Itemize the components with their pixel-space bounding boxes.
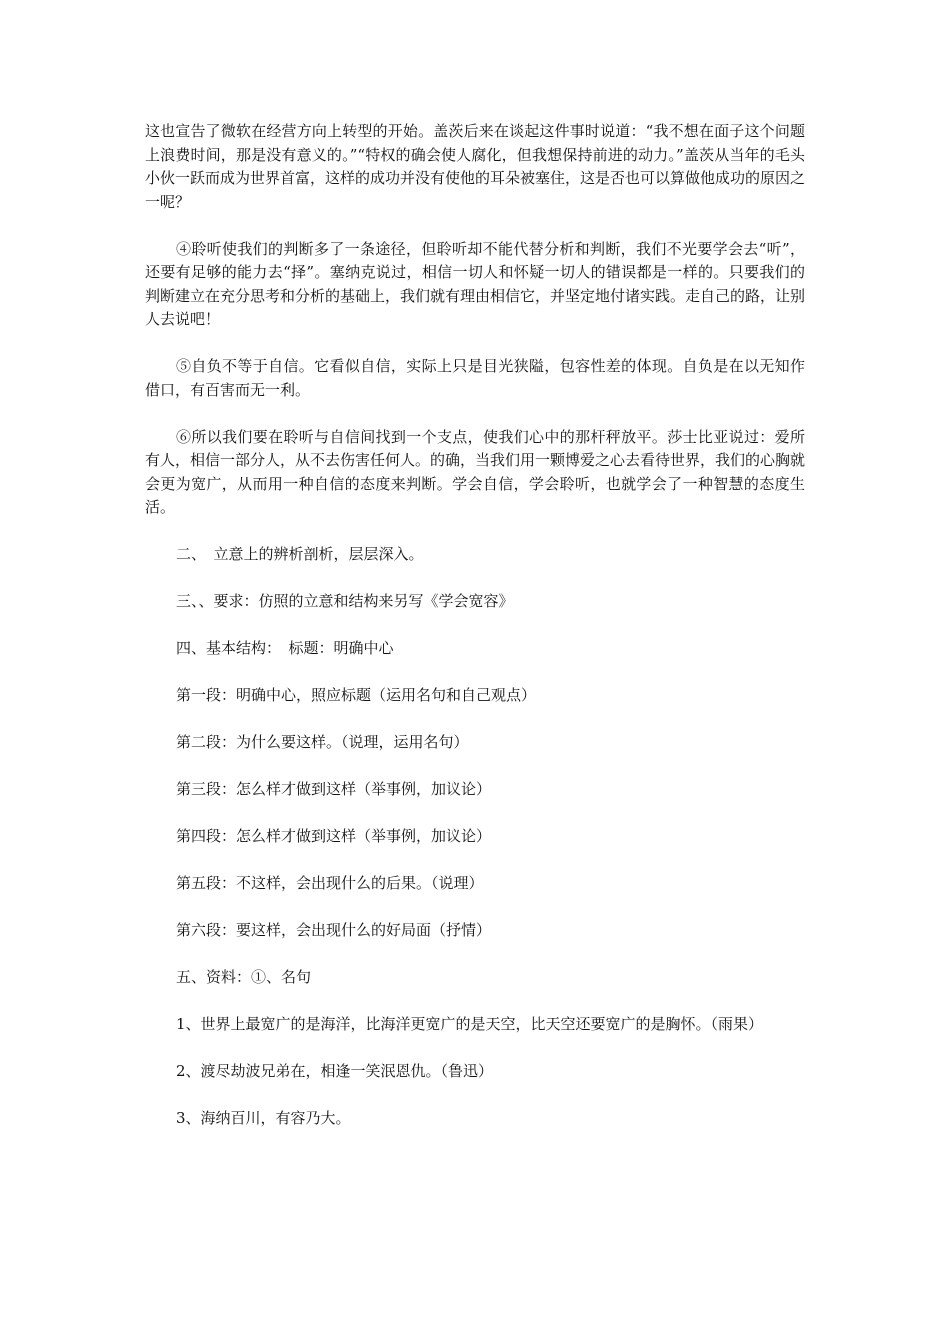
structure-paragraph-3: 第三段：怎么样才做到这样（举事例，加议论） <box>176 780 492 798</box>
structure-paragraph-5: 第五段：不这样，会出现什么的后果。（说理） <box>176 874 484 892</box>
section-four-heading: 四、基本结构： 标题：明确中心 <box>176 639 394 657</box>
section-five-heading: 五、资料：①、名句 <box>176 968 312 986</box>
structure-paragraph-1: 第一段：明确中心，照应标题（运用名句和自己观点） <box>176 686 537 704</box>
section-three-heading: 三、、要求：仿照的立意和结构来另写《学会宽容》 <box>176 592 514 610</box>
paragraph-point-6: ⑥所以我们要在聆听与自信间找到一个支点，使我们心中的那杆秤放平。莎士比亚说过：爱所有人，相信一部分人，从不去伤害任何人。的确，当我们用一颗博爱之心去看待世界，我们的心胸就会更为宽广，从而用一种自信的态度来判断。学会自信，学会聆听，也就学会了一种智慧的态度生活。 <box>145 427 806 516</box>
quote-2: 2、渡尽劫波兄弟在，相逢一笑泯恩仇。（鲁迅） <box>176 1062 494 1080</box>
section-two-heading: 二、 立意上的辨析剖析，层层深入。 <box>176 545 424 563</box>
quote-1: 1、世界上最宽广的是海洋，比海洋更宽广的是天空，比天空还要宽广的是胸怀。（雨果） <box>176 1015 764 1033</box>
paragraph-point-4: ④聆听使我们的判断多了一条途径，但聆听却不能代替分析和判断，我们不光要学会去“听”，还要有足够的能力去“择”。塞纳克说过，相信一切人和怀疑一切人的错误都是一样的。只要我们的判断建立在充分思考和分析的基础上，我们就有理由相信它，并坚定地付诸实践。走自己的路，让别人去说吧！ <box>145 239 806 328</box>
structure-paragraph-2: 第二段：为什么要这样。（说理，运用名句） <box>176 733 469 751</box>
structure-paragraph-6: 第六段：要这样，会出现什么的好局面（抒情） <box>176 921 492 939</box>
document-page <box>145 120 805 1154</box>
quote-3: 3、海纳百川，有容乃大。 <box>176 1109 351 1127</box>
paragraph-point-5: ⑤自负不等于自信。它看似自信，实际上只是目光狭隘，包容性差的体现。自负是在以无知作借口，有百害而无一利。 <box>145 357 805 399</box>
structure-paragraph-4: 第四段：怎么样才做到这样（举事例，加议论） <box>176 827 492 845</box>
paragraph-gates-story: 这也宣告了微软在经营方向上转型的开始。盖茨后来在谈起这件事时说道：“我不想在面子这个问题上浪费时间，那是没有意义的。”“特权的确会使人腐化，但我想保持前进的动力。”盖茨从当年的毛头小伙一跃而成为世界首富，这样的成功并没有使他的耳朵被塞住，这是否也可以算做他成功的原因之一呢？ <box>145 122 806 211</box>
